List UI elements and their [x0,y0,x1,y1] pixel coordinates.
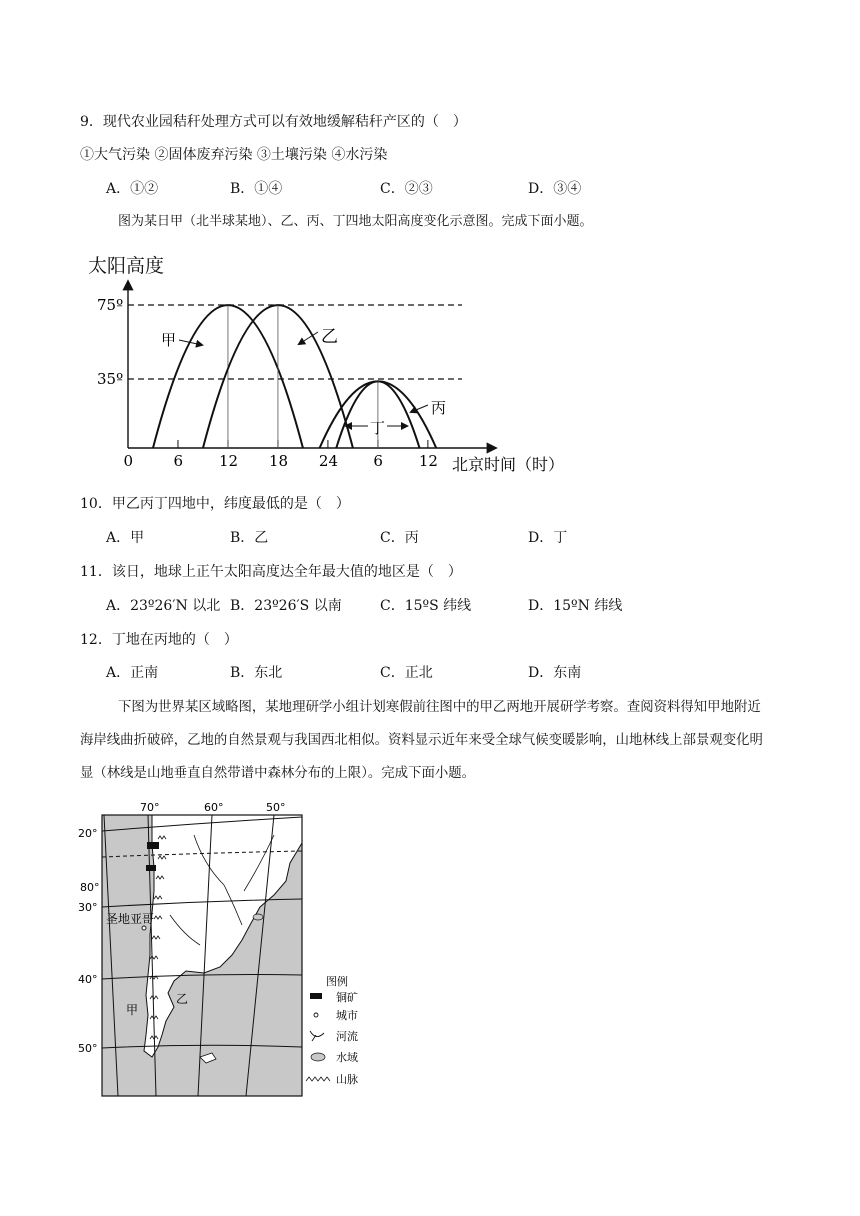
q9-option-a: A．①② [106,181,159,197]
q10-stem: 10．甲乙丙丁四地中，纬度最低的是（ ） [80,496,350,512]
q12-option-d: D．东南 [528,665,582,681]
legend-title: 图例 [326,975,348,988]
lon-label-50: 50° [266,801,286,814]
x-axis-label: 北京时间（时） [452,455,565,474]
lat-label-80: 80° [80,881,100,894]
q9-option-b: B．①④ [230,181,283,197]
q11-stem: 11．该日，地球上正午太阳高度达全年最大值的地区是（ ） [80,564,462,580]
series-label-bing: 丙 [431,399,447,417]
q12-option-a: A．正南 [106,665,159,681]
q11-option-d: D．15ºN 纬线 [528,598,623,614]
x-tick-label: 6 [373,452,383,470]
legend-mountain-icon [306,1077,330,1081]
x-tick-label: 6 [173,452,184,470]
lon-label-70: 70° [140,801,160,814]
water-body [253,914,263,920]
copper-mine-2 [146,865,156,871]
q9-option-d: D．③④ [528,181,582,197]
x-tick-label: 12 [418,452,438,470]
lon-label-60: 60° [204,801,224,814]
q10-option-a: A．甲 [106,530,145,546]
q10-option-d: D．丁 [528,530,568,546]
q12-option-b: B．东北 [230,665,283,681]
q12-stem: 12．丁地在丙地的（ ） [80,632,238,648]
legend-river-icon [310,1031,324,1041]
y-axis-label: 太阳高度 [88,255,165,277]
region-map [74,795,374,1115]
q9-stem: 9．现代农业园秸秆处理方式可以有效地缓解秸秆产区的（ ） [80,114,467,130]
q12-option-c: C．正北 [380,665,433,681]
series-label-ding: 丁 [370,419,386,437]
place-label-yi: 乙 [176,992,189,1006]
place-label-jia: 甲 [126,1003,139,1017]
legend-city-label: 城市 [336,1009,358,1022]
intro-paragraph-2: 下图为世界某区域略图，某地理研学小组计划寒假前往图中的甲乙两地开展研学考察。查阅资料得知甲地附近海岸线曲折破碎，乙地的自然景观与我国西北相似。资料显示近年来受全球气候变暖影响，山地林线上部景观变化明显（林线是山地垂直自然带谱中森林分布的上限）。完成下面小题。 [80,700,763,781]
legend-water-label: 水域 [336,1051,358,1064]
city-label: 圣地亚哥 [106,912,155,926]
city-santiago [142,926,146,930]
legend-water-icon [311,1053,325,1061]
lat-label-20: 20° [78,827,98,840]
series-label-jia: 甲 [161,331,177,349]
q11-option-a: A．23º26′N 以北 [106,598,221,614]
y-tick-75: 75º [97,296,124,314]
solar-altitude-chart [80,248,600,483]
q10-option-b: B．乙 [230,530,269,546]
q9-option-c: C．②③ [380,181,433,197]
legend-city-icon [314,1013,318,1017]
legend-copper-label: 铜矿 [336,991,358,1004]
q11-option-c: C．15ºS 纬线 [380,598,472,614]
series-label-yi: 乙 [321,327,338,347]
q11-option-b: B．23º26′S 以南 [230,598,342,614]
q10-option-c: C．丙 [380,530,419,546]
x-tick-label: 18 [268,452,289,470]
legend-copper-icon [310,993,322,999]
x-tick-label: 0 [123,452,134,470]
copper-mine-1 [147,842,159,849]
x-tick-label: 24 [318,452,339,470]
y-tick-35: 35º [97,370,124,388]
lat-label-50: 50° [78,1042,98,1055]
legend-mountain-label: 山脉 [336,1073,358,1086]
legend-river-label: 河流 [336,1030,358,1043]
q9-items: ①大气污染 ②固体废弃污染 ③土壤污染 ④水污染 [80,147,388,163]
x-tick-label: 12 [218,452,239,470]
lat-label-30: 30° [78,901,98,914]
intro-paragraph-1: 图为某日甲（北半球某地）、乙、丙、丁四地太阳高度变化示意图。完成下面小题。 [118,214,593,229]
lat-label-40: 40° [78,973,98,986]
